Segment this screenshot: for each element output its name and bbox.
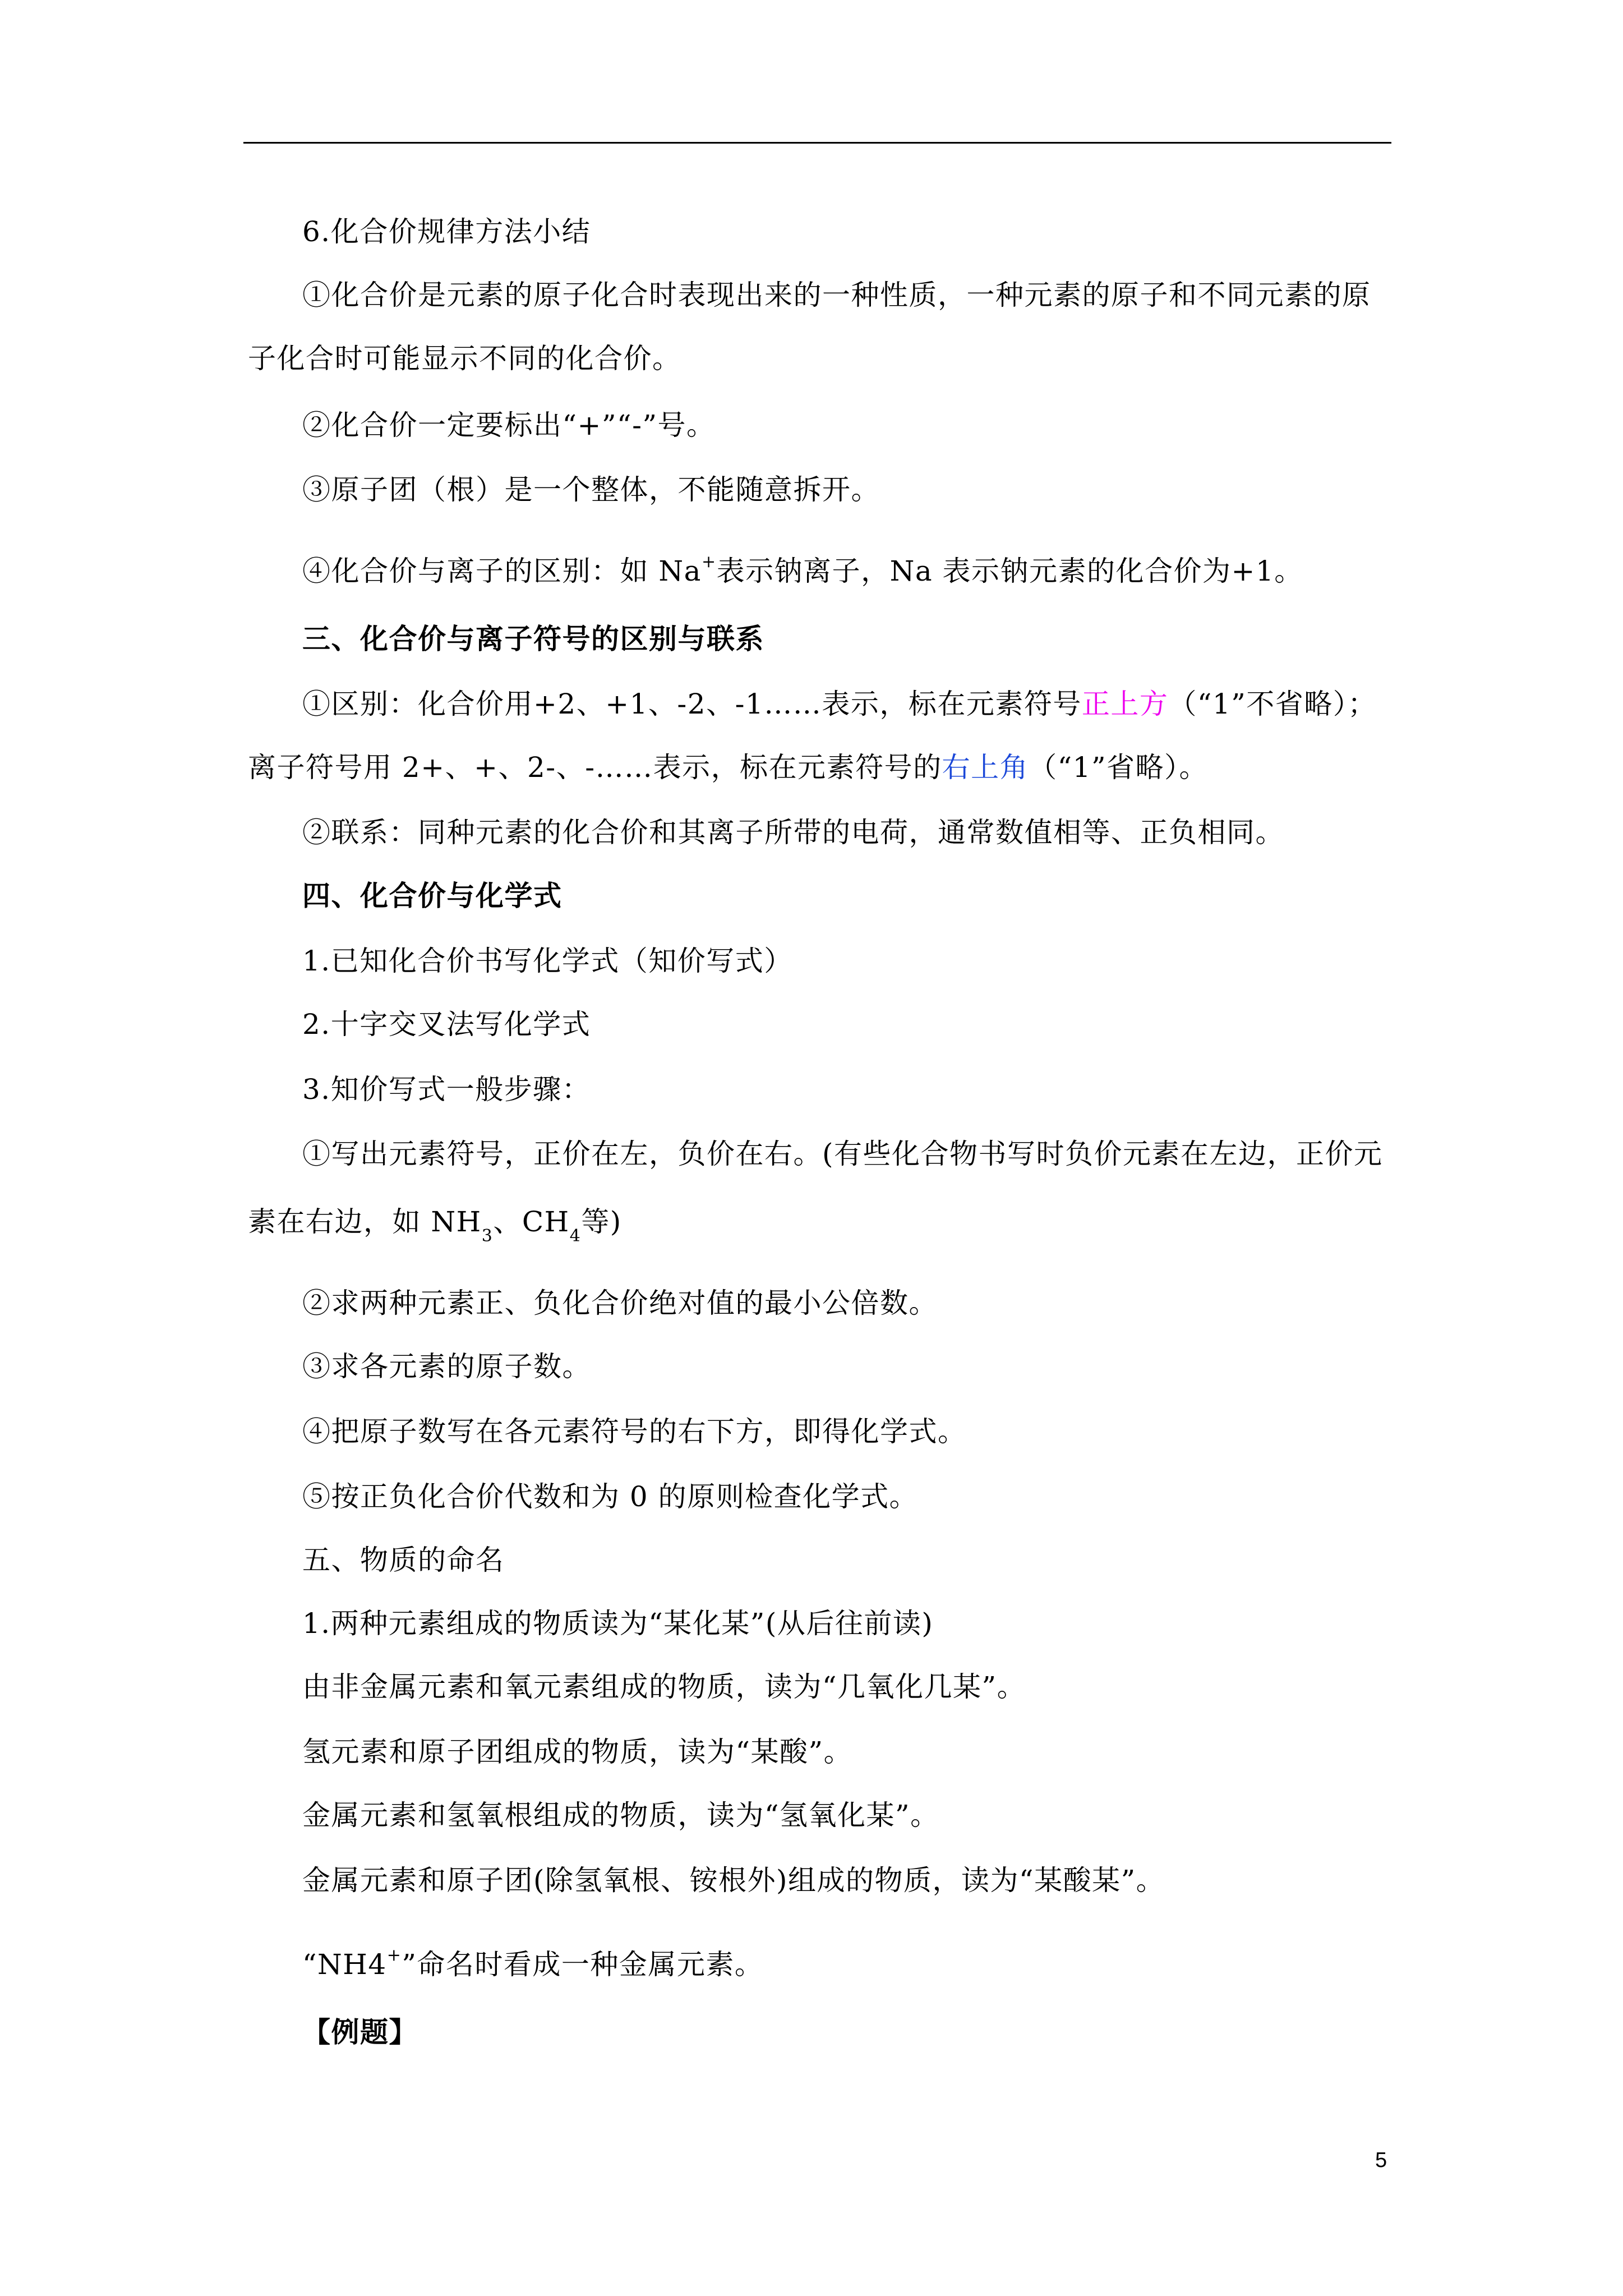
section-4-step-4: ④把原子数写在各元素符号的右下方，即得化学式。 bbox=[302, 1415, 967, 1448]
section-4-step-1-line-1: ①写出元素符号，正价在左，负价在右。(有些化合物书写时负价元素在左边，正价元 bbox=[302, 1138, 1383, 1170]
methane-subscript: 4 bbox=[569, 1226, 582, 1246]
step-1-line-2-part-a: 素在右边，如 NH bbox=[248, 1205, 482, 1238]
summary-item-4-after: 表示钠离子，Na 表示钠元素的化合价为+1。 bbox=[716, 555, 1303, 587]
section-4-step-3: ③求各元素的原子数。 bbox=[302, 1350, 591, 1383]
section-3-relation: ②联系：同种元素的化合价和其离子所带的电荷，通常数值相等、正负相同。 bbox=[302, 816, 1284, 849]
section-5-rule-2: 由非金属元素和氧元素组成的物质，读为“几氧化几某”。 bbox=[302, 1671, 1026, 1703]
summary-item-1-line-2: 子化合时可能显示不同的化合价。 bbox=[248, 342, 681, 375]
difference-line-1-after: （“1”不省略）； bbox=[1168, 688, 1377, 720]
section-4-step-5: ⑤按正负化合价代数和为 0 的原则检查化学式。 bbox=[302, 1480, 919, 1513]
section-4-point-2: 2.十字交叉法写化学式 bbox=[302, 1008, 591, 1041]
summary-item-2: ②化合价一定要标出“+”“-”号。 bbox=[302, 409, 716, 441]
difference-line-1-before: ①区别：化合价用+2、+1、-2、-1……表示，标在元素符号 bbox=[302, 688, 1082, 720]
section-3-difference-line-2 bbox=[248, 751, 1208, 784]
ammonium-charge: + bbox=[386, 1945, 402, 1965]
example-heading: 【例题】 bbox=[302, 2016, 418, 2049]
section-3-heading: 三、化合价与离子符号的区别与联系 bbox=[302, 622, 764, 655]
ammonia-subscript: 3 bbox=[481, 1226, 494, 1246]
section-4-heading: 四、化合价与化学式 bbox=[302, 879, 562, 912]
section-4-step-2: ②求两种元素正、负化合价绝对值的最小公倍数。 bbox=[302, 1287, 938, 1319]
section-5-rule-5: 金属元素和原子团(除氢氧根、铵根外)组成的物质，读为“某酸某”。 bbox=[302, 1864, 1165, 1897]
page-number: 5 bbox=[1375, 2148, 1387, 2172]
sodium-ion-charge: + bbox=[701, 552, 717, 572]
header-rule bbox=[243, 142, 1391, 144]
step-1-line-2-part-c: 等) bbox=[581, 1205, 622, 1238]
highlight-directly-above: 正上方 bbox=[1081, 688, 1169, 720]
difference-line-2-after: （“1”省略）。 bbox=[1029, 751, 1209, 784]
step-1-line-2-part-b: 、CH bbox=[493, 1205, 570, 1238]
section-5-rule-6 bbox=[302, 1945, 764, 1981]
section-5-rule-3: 氢元素和原子团组成的物质，读为“某酸”。 bbox=[302, 1736, 853, 1768]
rule-6-part-b: ”命名时看成一种金属元素。 bbox=[402, 1948, 764, 1981]
section-4-point-3: 3.知价写式一般步骤： bbox=[302, 1073, 591, 1106]
section-4-point-1: 1.已知化合价书写化学式（知价写式） bbox=[302, 945, 793, 977]
section-3-difference-line-1 bbox=[302, 687, 1377, 721]
section-4-step-1-line-2 bbox=[248, 1205, 622, 1246]
section-5-rule-1: 1.两种元素组成的物质读为“某化某”(从后往前读) bbox=[302, 1607, 934, 1640]
summary-item-1-line-1: ①化合价是元素的原子化合时表现出来的一种性质，一种元素的原子和不同元素的原 bbox=[302, 279, 1371, 311]
highlight-upper-right: 右上角 bbox=[942, 751, 1029, 784]
rule-6-part-a: “NH4 bbox=[302, 1948, 387, 1981]
difference-line-2-before: 离子符号用 2+、+、2-、-……表示，标在元素符号的 bbox=[248, 751, 942, 784]
summary-title: 6.化合价规律方法小结 bbox=[302, 215, 591, 248]
summary-item-3: ③原子团（根）是一个整体，不能随意拆开。 bbox=[302, 473, 880, 506]
summary-item-4 bbox=[302, 554, 1303, 588]
section-5-rule-4: 金属元素和氢氧根组成的物质，读为“氢氧化某”。 bbox=[302, 1799, 939, 1832]
summary-item-4-before: ④化合价与离子的区别：如 Na bbox=[302, 555, 702, 587]
section-5-heading: 五、物质的命名 bbox=[302, 1544, 505, 1576]
